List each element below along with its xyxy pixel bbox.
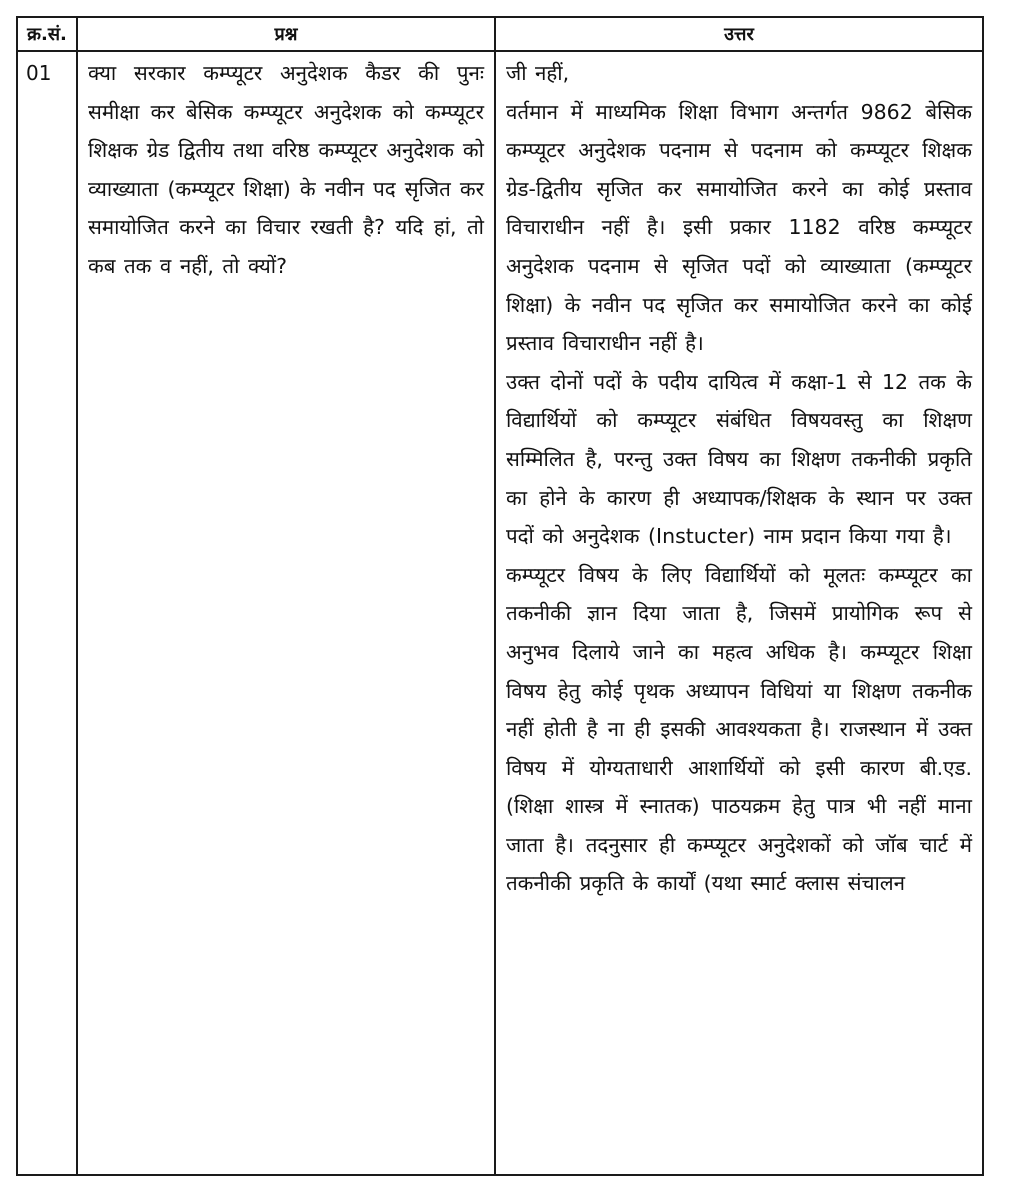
answer-paragraph-1: जी नहीं, — [506, 61, 570, 85]
answer-cell — [495, 51, 983, 1175]
answer-paragraph-2: वर्तमान में माध्यमिक शिक्षा विभाग अन्तर्गत 9862 बेसिक कम्प्यूटर अनुदेशक पदनाम से पदनाम को कम्प्यूटर शिक्षक ग्रेड-द्वितीय सृजित कर समायोजित करने का कोई प्रस्ताव विचाराधीन नहीं है। इसी प्रकार 1182 वरिष्ठ कम्प्यूटर अनुदेशक पदनाम से सृजित पदों को व्याख्याता (कम्प्यूटर शिक्षा) के नवीन पद सृजित कर समायोजित करने का कोई प्रस्ताव विचाराधीन नहीं है। — [506, 99, 972, 356]
answer-paragraph-3: उक्त दोनों पदों के पदीय दायित्व में कक्षा-1 से 12 तक के विद्यार्थियों को कम्प्यूटर संबंधित विषयवस्तु का शिक्षण सम्मिलित है, परन्तु उक्त विषय का शिक्षण तकनीकी प्रकृति का होने के कारण ही अध्यापक/शिक्षक के स्थान पर उक्त पदों को अनुदेशक (Instucter) नाम प्रदान किया गया है। — [506, 369, 972, 549]
table-row — [17, 51, 983, 1175]
serial-header: क्र.सं. — [17, 17, 77, 51]
answer-paragraph-4: कम्प्यूटर विषय के लिए विद्यार्थियों को मूलतः कम्प्यूटर का तकनीकी ज्ञान दिया जाता है, जिसमें प्रायोगिक रूप से अनुभव दिलाये जाने का महत्व अधिक है। कम्प्यूटर शिक्षा विषय हेतु कोई पृथक अध्यापन विधियां या शिक्षण तकनीक नहीं होती है ना ही इसकी आवश्यकता है। राजस्थान में उक्त विषय में योग्यताधारी आशार्थियों को इसी कारण बी.एड. (शिक्षा शास्त्र में स्नातक) पाठयक्रम हेतु पात्र भी नहीं माना जाता है। तदनुसार ही कम्प्यूटर अनुदेशकों को जॉब चार्ट में तकनीकी प्रकृति के कार्यों (यथा स्मार्ट क्लास संचालन — [506, 562, 972, 896]
question-header: प्रश्न — [77, 17, 495, 51]
answer-header: उत्तर — [495, 17, 983, 51]
question-answer-table — [16, 16, 984, 1176]
serial-number: 01 — [17, 51, 77, 1175]
question-cell — [77, 51, 495, 1175]
question-text: क्या सरकार कम्प्यूटर अनुदेशक कैडर की पुनः समीक्षा कर बेसिक कम्प्यूटर अनुदेशक को कम्प्यूटर शिक्षक ग्रेड द्वितीय तथा वरिष्ठ कम्प्यूटर अनुदेशक को व्याख्याता (कम्प्यूटर शिक्षा) के नवीन पद सृजित कर समायोजित करने का विचार रखती है? यदि हां, तो कब तक व नहीं, तो क्यों? — [88, 61, 484, 278]
header-row — [17, 17, 983, 51]
